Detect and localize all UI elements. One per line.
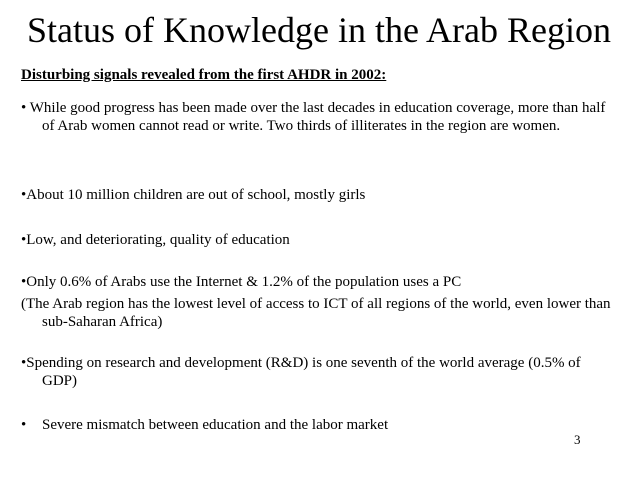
bullet-marker: •	[21, 187, 27, 203]
bullet-text: Severe mismatch between education and the labor market	[42, 417, 389, 433]
ict-access-note	[21, 295, 617, 331]
slide-subtitle: Disturbing signals revealed from the first AHDR in 2002:	[21, 67, 387, 83]
bullet-marker: •	[21, 274, 27, 290]
bullet-text: Low, and deteriorating, quality of education	[26, 232, 290, 248]
bullet-internet-usage	[21, 273, 617, 291]
bullet-text: Only 0.6% of Arabs use the Internet & 1.2% of the population uses a PC	[26, 274, 462, 290]
bullet-rd-spending	[21, 354, 617, 390]
bullet-marker: •	[21, 417, 27, 433]
bullet-children-out-of-school	[21, 186, 617, 204]
note-text: (The Arab region has the lowest level of access to ICT of all regions of the world, even lower than sub-Saharan Africa)	[21, 296, 611, 330]
bullet-marker: •	[21, 232, 27, 248]
bullet-women-literacy	[21, 99, 617, 135]
bullet-marker: •	[21, 355, 27, 371]
bullet-marker: •	[21, 100, 27, 116]
bullet-text: While good progress has been made over the last decades in education coverage, more than half of Arab women cannot read or write. Two thirds of illiterates in the region are women.	[26, 100, 606, 134]
bullet-text: About 10 million children are out of school, mostly girls	[26, 187, 366, 203]
bullet-labor-mismatch	[21, 416, 617, 434]
slide-title: Status of Knowledge in the Arab Region	[27, 10, 611, 50]
page-number: 3	[574, 432, 581, 447]
bullet-education-quality	[21, 231, 617, 249]
bullet-text: Spending on research and development (R&D) is one seventh of the world average (0.5% of GDP)	[26, 355, 581, 389]
